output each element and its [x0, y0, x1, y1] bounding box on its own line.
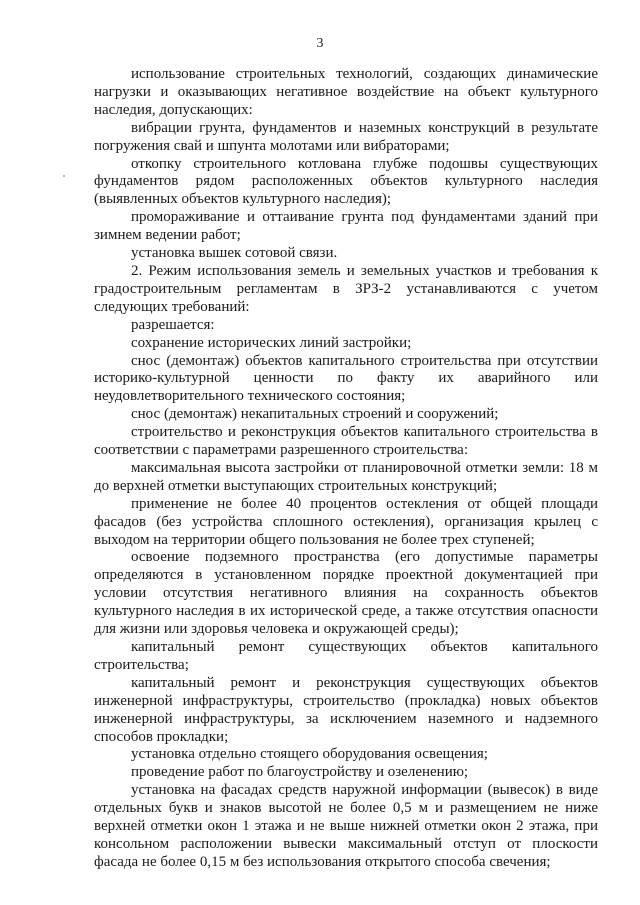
paragraph: установка вышек сотовой связи. [131, 245, 338, 262]
paragraph: освоение подземного пространства (его допустимые параметры определяются в установленном порядке проектной документацией при условии отсутствия негативного влияния на сохранность объектов культурного наследия в их исторической среде, а также отсутствия опасности для жизни или здоровья человека и окружающей среды); [94, 549, 598, 638]
paragraph: установка на фасадах средств наружной информации (вывесок) в виде отдельных букв и знаков высотой не более 0,5 м и размещением не ниже верхней отметки окон 1 этажа и не выше нижней отметки окон 2 этажа, при консольном расположении вывески максимальный отступ от плоскости фасада не более 0,15 м без использования открытого способа свечения; [94, 782, 598, 870]
paragraph: разрешается: [131, 316, 215, 333]
margin-dot [63, 175, 65, 177]
paragraph: применение не более 40 процентов остекления от общей площади фасадов (без устройства сплошного остекления), организация крылец с выходом на территории общего пользования не более трех ступеней; [94, 495, 598, 548]
paragraph: капитальный ремонт существующих объектов капитального строительства; [94, 639, 598, 673]
page-number: 3 [316, 36, 324, 51]
paragraph: снос (демонтаж) объектов капитального строительства при отсутствии историко-культурной ценности по факту их аварийного или неудовлетворительного технического состояния; [94, 352, 598, 405]
paragraph: 2. Режим использования земель и земельных участков и требования к градостроительным регламентам в ЗРЗ-2 устанавливаются с учетом следующих требований: [94, 262, 598, 315]
paragraph: капитальный ремонт и реконструкция существующих объектов инженерной инфраструктуры, строительство (прокладка) новых объектов инженерной инфраструктуры, за исключением наземного и надземного способов прокладки; [94, 674, 598, 745]
paragraph: строительство и реконструкция объектов капитального строительства в соответствии с параметрами разрешенного строительства: [94, 424, 598, 459]
paragraph: вибрации грунта, фундаментов и наземных конструкций в результате погружения свай и шпунта молотами или вибраторами; [94, 119, 598, 154]
paragraph: использование строительных технологий, создающих динамические нагрузки и оказывающих негативное воздействие на объект культурного наследия, допускающих: [94, 66, 598, 118]
paragraph: снос (демонтаж) некапитальных строений и сооружений; [131, 406, 499, 423]
paragraph: проведение работ по благоустройству и озеленению; [131, 764, 469, 781]
document-body [94, 66, 598, 872]
paragraph: максимальная высота застройки от планировочной отметки земли: 18 м до верхней отметки выступающих строительных конструкций; [94, 459, 598, 494]
paragraph: откопку строительного котлована глубже подошвы существующих фундаментов рядом расположенных объектов культурного наследия (выявленных объектов культурного наследия); [94, 155, 598, 208]
paragraph: сохранение исторических линий застройки; [131, 334, 412, 351]
paragraph: промораживание и оттаивание грунта под фундаментами зданий при зимнем ведении работ; [94, 209, 598, 244]
paragraph: установка отдельно стоящего оборудования освещения; [131, 746, 488, 763]
